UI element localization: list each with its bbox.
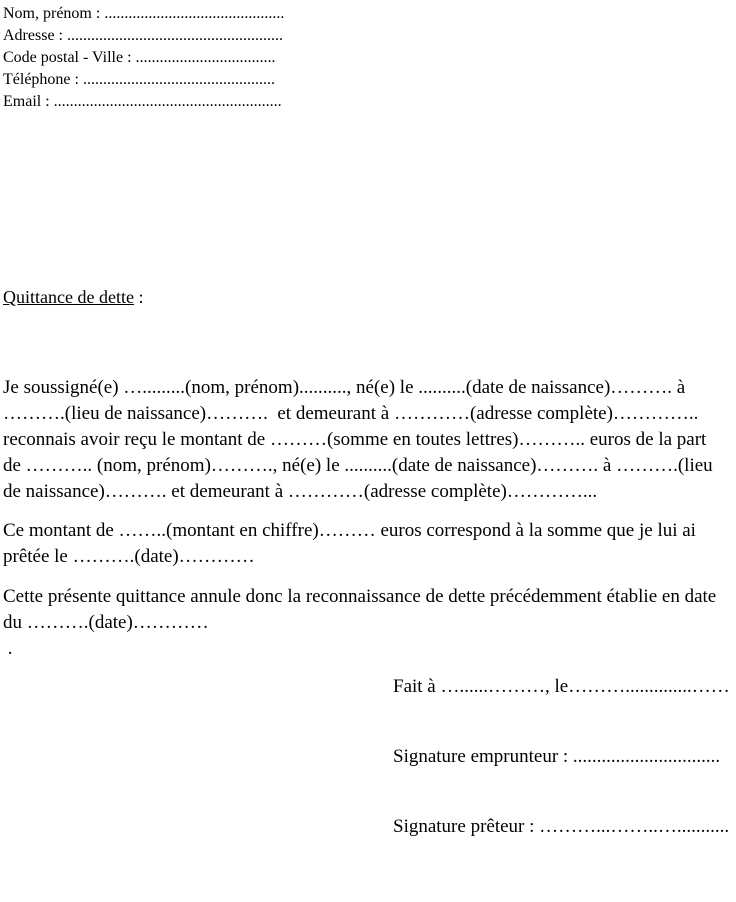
contact-block [3,3,736,113]
fait-a-le-line: Fait à …......………, le………..............…… [393,676,730,697]
text-line: Ce montant de ……..(montant en chiffre)……… euros correspond à la somme que je lui ai [3,520,696,541]
document-title [3,285,736,309]
text-line: reconnais avoir reçu le montant de ………(somme en toutes lettres)……….. euros de la part [3,429,707,450]
contact-line-telephone: Téléphone : ................................................ [3,71,275,88]
text-line: du ……….(date)………… [3,612,209,633]
document-title-text: Quittance de dette [3,287,134,307]
signature-emprunteur-line: Signature emprunteur : ............................... [393,746,721,767]
paragraph-montant [3,518,736,570]
text-line: ……….(lieu de naissance)………. et demeurant à …………(adresse complète)………….. [3,403,699,424]
paragraph-declaration [3,375,736,505]
document-title-suffix: : [133,287,144,307]
contact-line-email: Email : ......................................................... [3,93,282,110]
contact-line-adresse: Adresse : ...................................................... [3,27,283,44]
contact-line-nom-prenom: Nom, prénom : ............................................. [3,5,285,22]
closing-block [3,674,736,840]
contact-line-code-postal-ville: Code postal - Ville : ................................... [3,49,276,66]
text-line: de naissance)………. et demeurant à …………(adresse complète)…………... [3,481,598,502]
paragraph-annulation [3,584,736,662]
text-line: Je soussigné(e) ….........(nom, prénom).........., né(e) le ..........(date de naissance)………. à [3,377,686,398]
stray-period-line: . [3,638,13,659]
text-line: de ……….. (nom, prénom)………., né(e) le ..........(date de naissance)………. à ……….(lieu [3,455,713,476]
signature-preteur-line: Signature prêteur : ………...……..…........... [393,816,730,837]
text-line: Cette présente quittance annule donc la reconnaissance de dette précédemment établie en date [3,586,717,607]
text-line: prêtée le ……….(date)………… [3,546,255,567]
